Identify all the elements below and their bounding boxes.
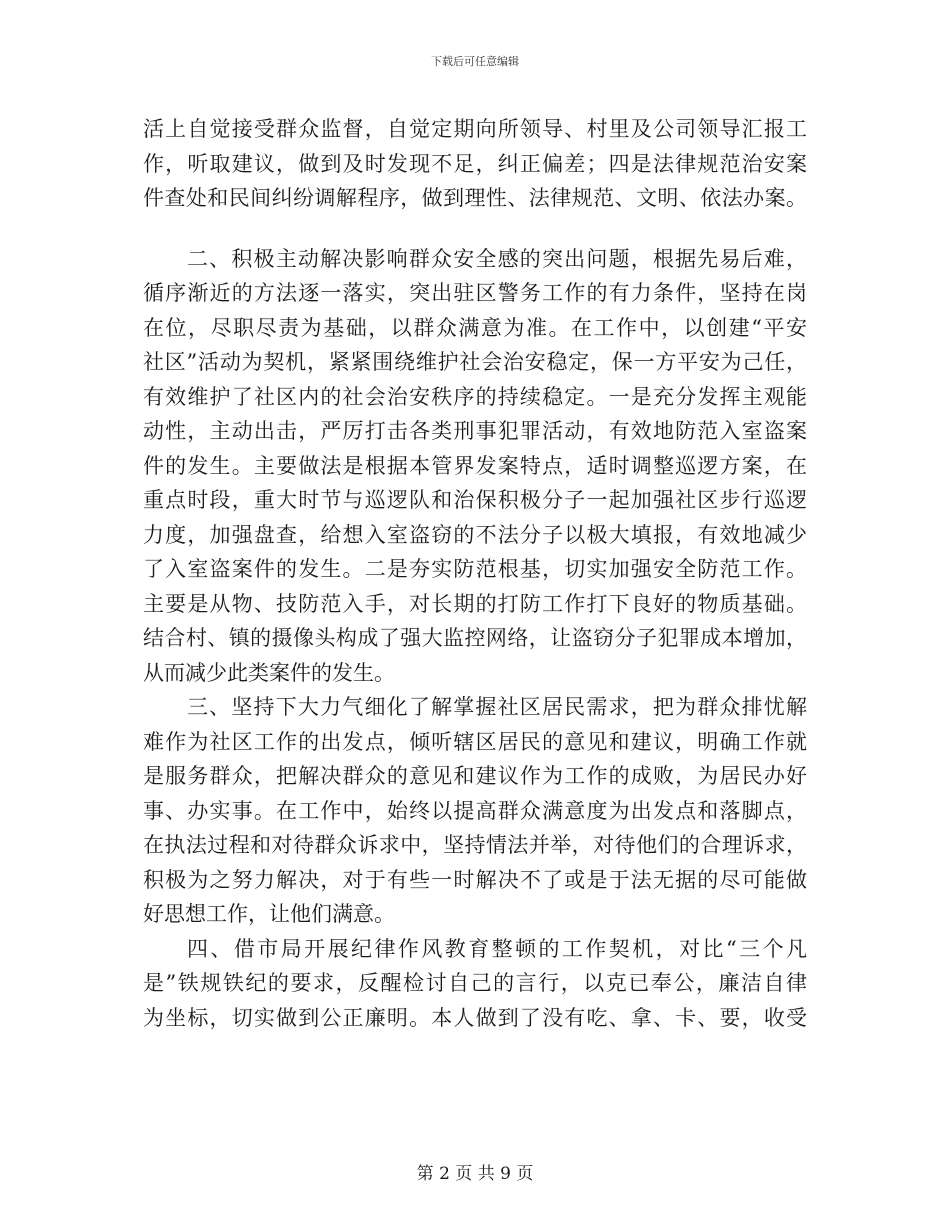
- text-line: 循序渐近的方法逐一落实，突出驻区警务工作的有力条件，坚持在岗: [143, 281, 807, 305]
- paragraph: [143, 690, 807, 932]
- text-line: 动性，主动出击，严厉打击各类刑事犯罪活动，有效地防范入室盗案: [143, 419, 807, 443]
- paragraph-gap: [143, 216, 807, 242]
- text-line: 难作为社区工作的出发点，倾听辖区居民的意见和建议，明确工作就: [143, 729, 807, 754]
- paragraph: [143, 242, 807, 691]
- paragraph: [143, 932, 807, 1036]
- text-line: 从而减少此类案件的发生。: [143, 660, 395, 685]
- text-line: 在执法过程和对待群众诉求中，坚持情法并举，对待他们的合理诉求，: [143, 833, 807, 857]
- text-line: 有效维护了社区内的社会治安秩序的持续稳定。一是充分发挥主观能: [143, 384, 807, 409]
- text-line: 在位，尽职尽责为基础，以群众满意为准。在工作中，以创建“平安: [143, 315, 807, 340]
- paragraph: [143, 112, 807, 216]
- header-note: 下载后可任意编辑: [431, 55, 519, 68]
- text-line: 结合村、镇的摄像头构成了强大监控网络，让盗窃分子犯罪成本增加，: [143, 626, 807, 650]
- text-line: 是服务群众，把解决群众的意见和建议作为工作的成败，为居民办好: [143, 764, 807, 788]
- text-line: 三、坚持下大力气细化了解掌握社区居民需求，把为群众排忧解: [187, 695, 807, 719]
- text-line: 件查处和民间纠纷调解程序，做到理性、法律规范、文明、依法办案。: [143, 186, 807, 210]
- text-line: 作，听取建议，做到及时发现不足，纠正偏差；四是法律规范治安案: [143, 151, 807, 176]
- text-line: 活上自觉接受群众监督，自觉定期向所领导、村里及公司领导汇报工: [143, 117, 807, 141]
- text-line: 事、办实事。在工作中，始终以提高群众满意度为出发点和落脚点，: [143, 798, 807, 823]
- text-line: 好思想工作，让他们满意。: [143, 902, 395, 926]
- text-line: 件的发生。主要做法是根据本管界发案特点，适时调整巡逻方案，在: [143, 453, 807, 478]
- text-line: 社区”活动为契机，紧紧围绕维护社会治安稳定，保一方平安为己任，: [143, 350, 807, 374]
- text-line: 主要是从物、技防范入手，对长期的打防工作打下良好的物质基础。: [143, 591, 807, 616]
- text-line: 四、借市局开展纪律作风教育整顿的工作契机，对比“三个凡: [187, 936, 807, 961]
- text-line: 为坐标，切实做到公正廉明。本人做到了没有吃、拿、卡、要，收受: [143, 1005, 807, 1030]
- text-line: 了入室盗案件的发生。二是夯实防范根基，切实加强安全防范工作。: [143, 557, 807, 581]
- text-line: 积极为之努力解决，对于有些一时解决不了或是于法无据的尽可能做: [143, 867, 807, 892]
- text-line: 重点时段，重大时节与巡逻队和治保积极分子一起加强社区步行巡逻: [143, 488, 807, 512]
- text-line: 二、积极主动解决影响群众安全感的突出问题，根据先易后难，: [187, 246, 807, 271]
- page-number: 第 2 页 共 9 页: [416, 1164, 534, 1184]
- text-line: 力度，加强盘查，给想入室盗窃的不法分子以极大填报，有效地减少: [143, 522, 807, 547]
- text-line: 是”铁规铁纪的要求，反醒检讨自己的言行，以克已奉公，廉洁自律: [143, 971, 807, 995]
- document-body: [143, 112, 807, 1035]
